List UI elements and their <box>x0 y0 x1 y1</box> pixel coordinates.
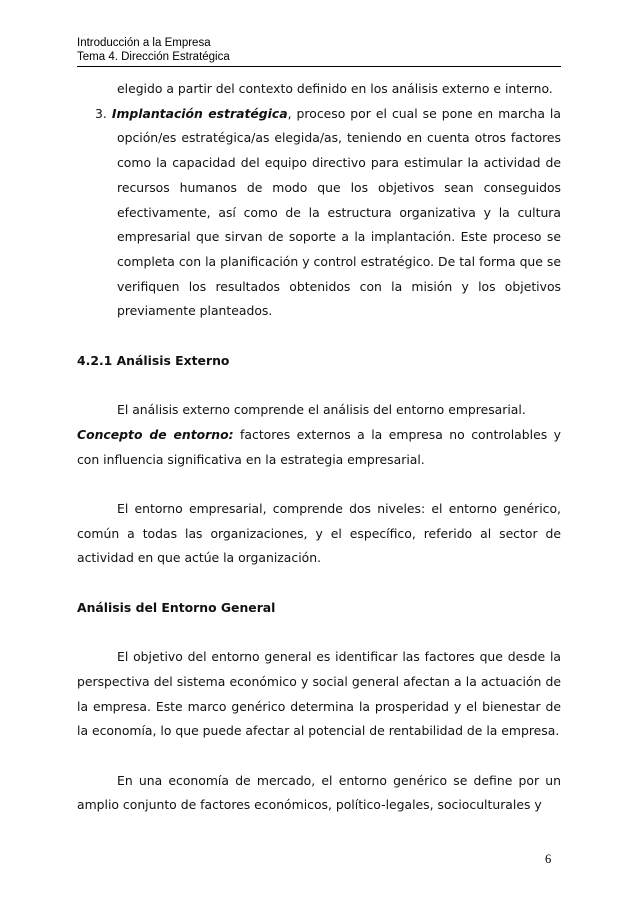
page-number: 6 <box>545 852 552 866</box>
header-course-title: Introducción a la Empresa <box>77 37 211 49</box>
list-item-continuation: elegido a partir del contexto definido en los análisis externo e interno. <box>117 81 553 96</box>
list-item-number: 3. <box>95 105 107 121</box>
definition-text: factores externos a la empresa no controlables y con influencia significativa en la estrategia empresarial. <box>77 426 561 467</box>
definition-term: Concepto de entorno: <box>77 426 234 442</box>
header-topic-title: Tema 4. Dirección Estratégica <box>77 51 230 63</box>
section-heading: 4.2.1 Análisis Externo <box>77 352 230 368</box>
header-divider <box>77 66 561 67</box>
paragraph-market-economy: En una economía de mercado, el entorno genérico se define por un amplio conjunto de factores económicos, político-legales, socioculturales y <box>77 772 561 813</box>
subsection-heading: Análisis del Entorno General <box>77 599 276 615</box>
paragraph-environment-levels: El entorno empresarial, comprende dos niveles: el entorno genérico, común a todas las organizaciones, y el específico, referido al sector de actividad en que actúe la organización. <box>77 500 561 566</box>
paragraph-external-analysis: El análisis externo comprende el análisis del entorno empresarial. <box>117 402 526 418</box>
list-item-text: , proceso por el cual se pone en marcha la opción/es estratégica/as elegida/as, teniendo en cuenta otros factores como la capacidad del equipo directivo para estimular la actividad de recursos humanos de modo que los objetivos sean conseguidos efectivamente, así como de la estructura organizativa y la cultura empresarial que sirvan de soporte a la implantación. Este proceso se completa con la planificación y control estratégico. De tal forma que se verifiquen los resultados obtenidos con la misión y los objetivos previamente planteados. <box>117 105 561 319</box>
list-item-term: Implantación estratégica <box>111 105 288 121</box>
paragraph-general-environment: El objetivo del entorno general es identificar las factores que desde la perspectiva del sistema económico y social general afectan a la actuación de la empresa. Este marco genérico determina la prosperidad y el bienestar de la economía, lo que puede afectar al potencial de rentabilidad de la empresa. <box>77 649 561 739</box>
paragraph-environment-concept <box>77 423 561 472</box>
list-item-3 <box>77 102 561 324</box>
running-header <box>77 36 561 64</box>
page-body <box>77 77 561 818</box>
